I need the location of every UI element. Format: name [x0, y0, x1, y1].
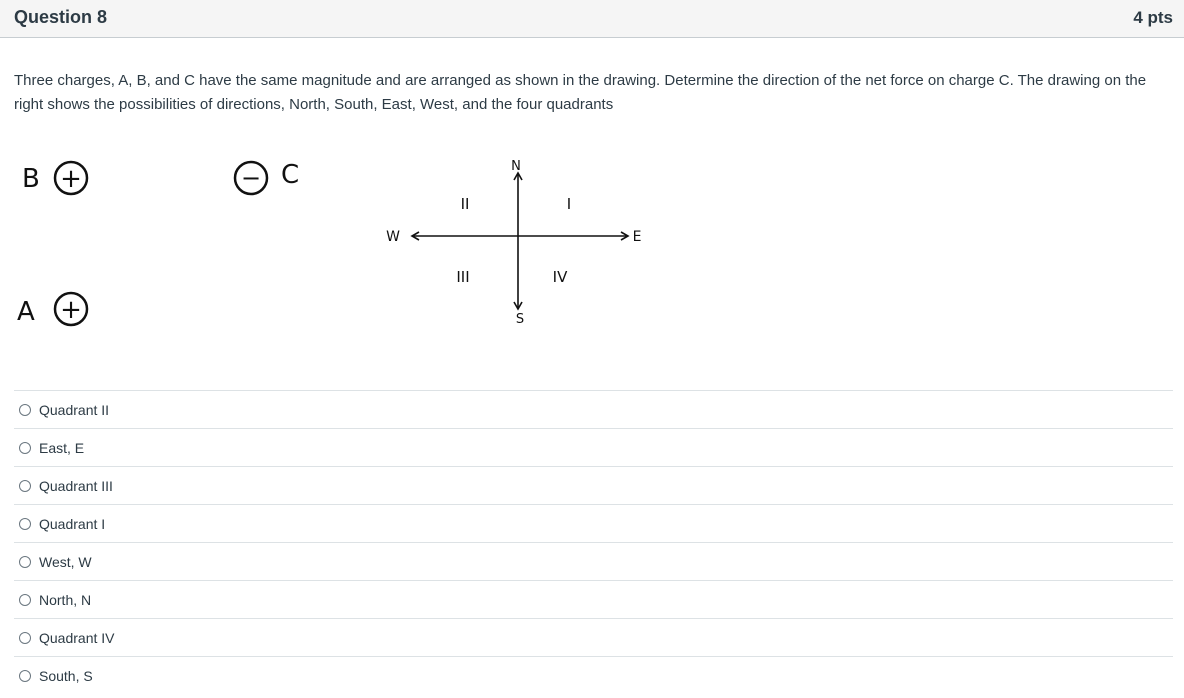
quadrant-i-label: I	[566, 195, 572, 213]
south-label: S	[515, 312, 525, 327]
charge-a-label: A	[17, 297, 35, 327]
charge-a-sign: +	[60, 295, 82, 325]
charge-b	[22, 162, 87, 194]
answer-label: North, N	[39, 591, 92, 608]
quadrant-ii-label: II	[460, 195, 470, 213]
radio-button[interactable]	[19, 670, 31, 682]
radio-button[interactable]	[19, 442, 31, 454]
question-text: Three charges, A, B, and C have the same magnitude and are arranged as shown in the drawing. Determine the direction of the net force on charge C. The drawing on the right shows the possibilities of directions, North, South, East, West, and the four quadrants	[14, 72, 1147, 113]
answer-label: Quadrant II	[39, 401, 110, 418]
charge-c-sign: −	[240, 164, 262, 192]
answer-label: South, S	[39, 667, 93, 684]
question-points: 4 pts	[1133, 8, 1173, 27]
charge-a	[17, 293, 87, 327]
north-label: N	[511, 159, 521, 174]
compass-diagram	[386, 159, 641, 327]
answer-option-east[interactable]	[14, 428, 1173, 466]
radio-button[interactable]	[19, 480, 31, 492]
quadrant-iv-label: IV	[552, 268, 568, 286]
question-header	[0, 0, 1184, 38]
radio-button[interactable]	[19, 594, 31, 606]
charge-c	[235, 160, 299, 194]
answer-option-quadrant-iv[interactable]	[14, 618, 1173, 656]
answer-option-north[interactable]	[14, 580, 1173, 618]
answer-option-south[interactable]	[14, 656, 1173, 694]
radio-button[interactable]	[19, 518, 31, 530]
west-label: W	[386, 229, 400, 245]
question-title: Question 8	[14, 7, 108, 27]
answer-option-west[interactable]	[14, 542, 1173, 580]
radio-button[interactable]	[19, 556, 31, 568]
charge-b-label: B	[22, 164, 40, 194]
answer-label: East, E	[39, 439, 85, 456]
answer-option-quadrant-ii[interactable]	[14, 390, 1173, 428]
charge-c-label: C	[281, 160, 300, 190]
answer-label: Quadrant I	[39, 515, 106, 532]
radio-button[interactable]	[19, 404, 31, 416]
answer-label: Quadrant IV	[39, 629, 115, 646]
charges-drawing	[0, 140, 700, 340]
charge-b-sign: +	[60, 164, 82, 194]
answer-option-quadrant-iii[interactable]	[14, 466, 1173, 504]
drawing-canvas	[0, 140, 700, 340]
answer-label: Quadrant III	[39, 477, 113, 494]
quadrant-iii-label: III	[456, 268, 470, 286]
radio-button[interactable]	[19, 632, 31, 644]
answer-option-quadrant-i[interactable]	[14, 504, 1173, 542]
answer-list	[14, 390, 1173, 694]
east-label: E	[632, 229, 642, 245]
answer-label: West, W	[39, 553, 92, 570]
